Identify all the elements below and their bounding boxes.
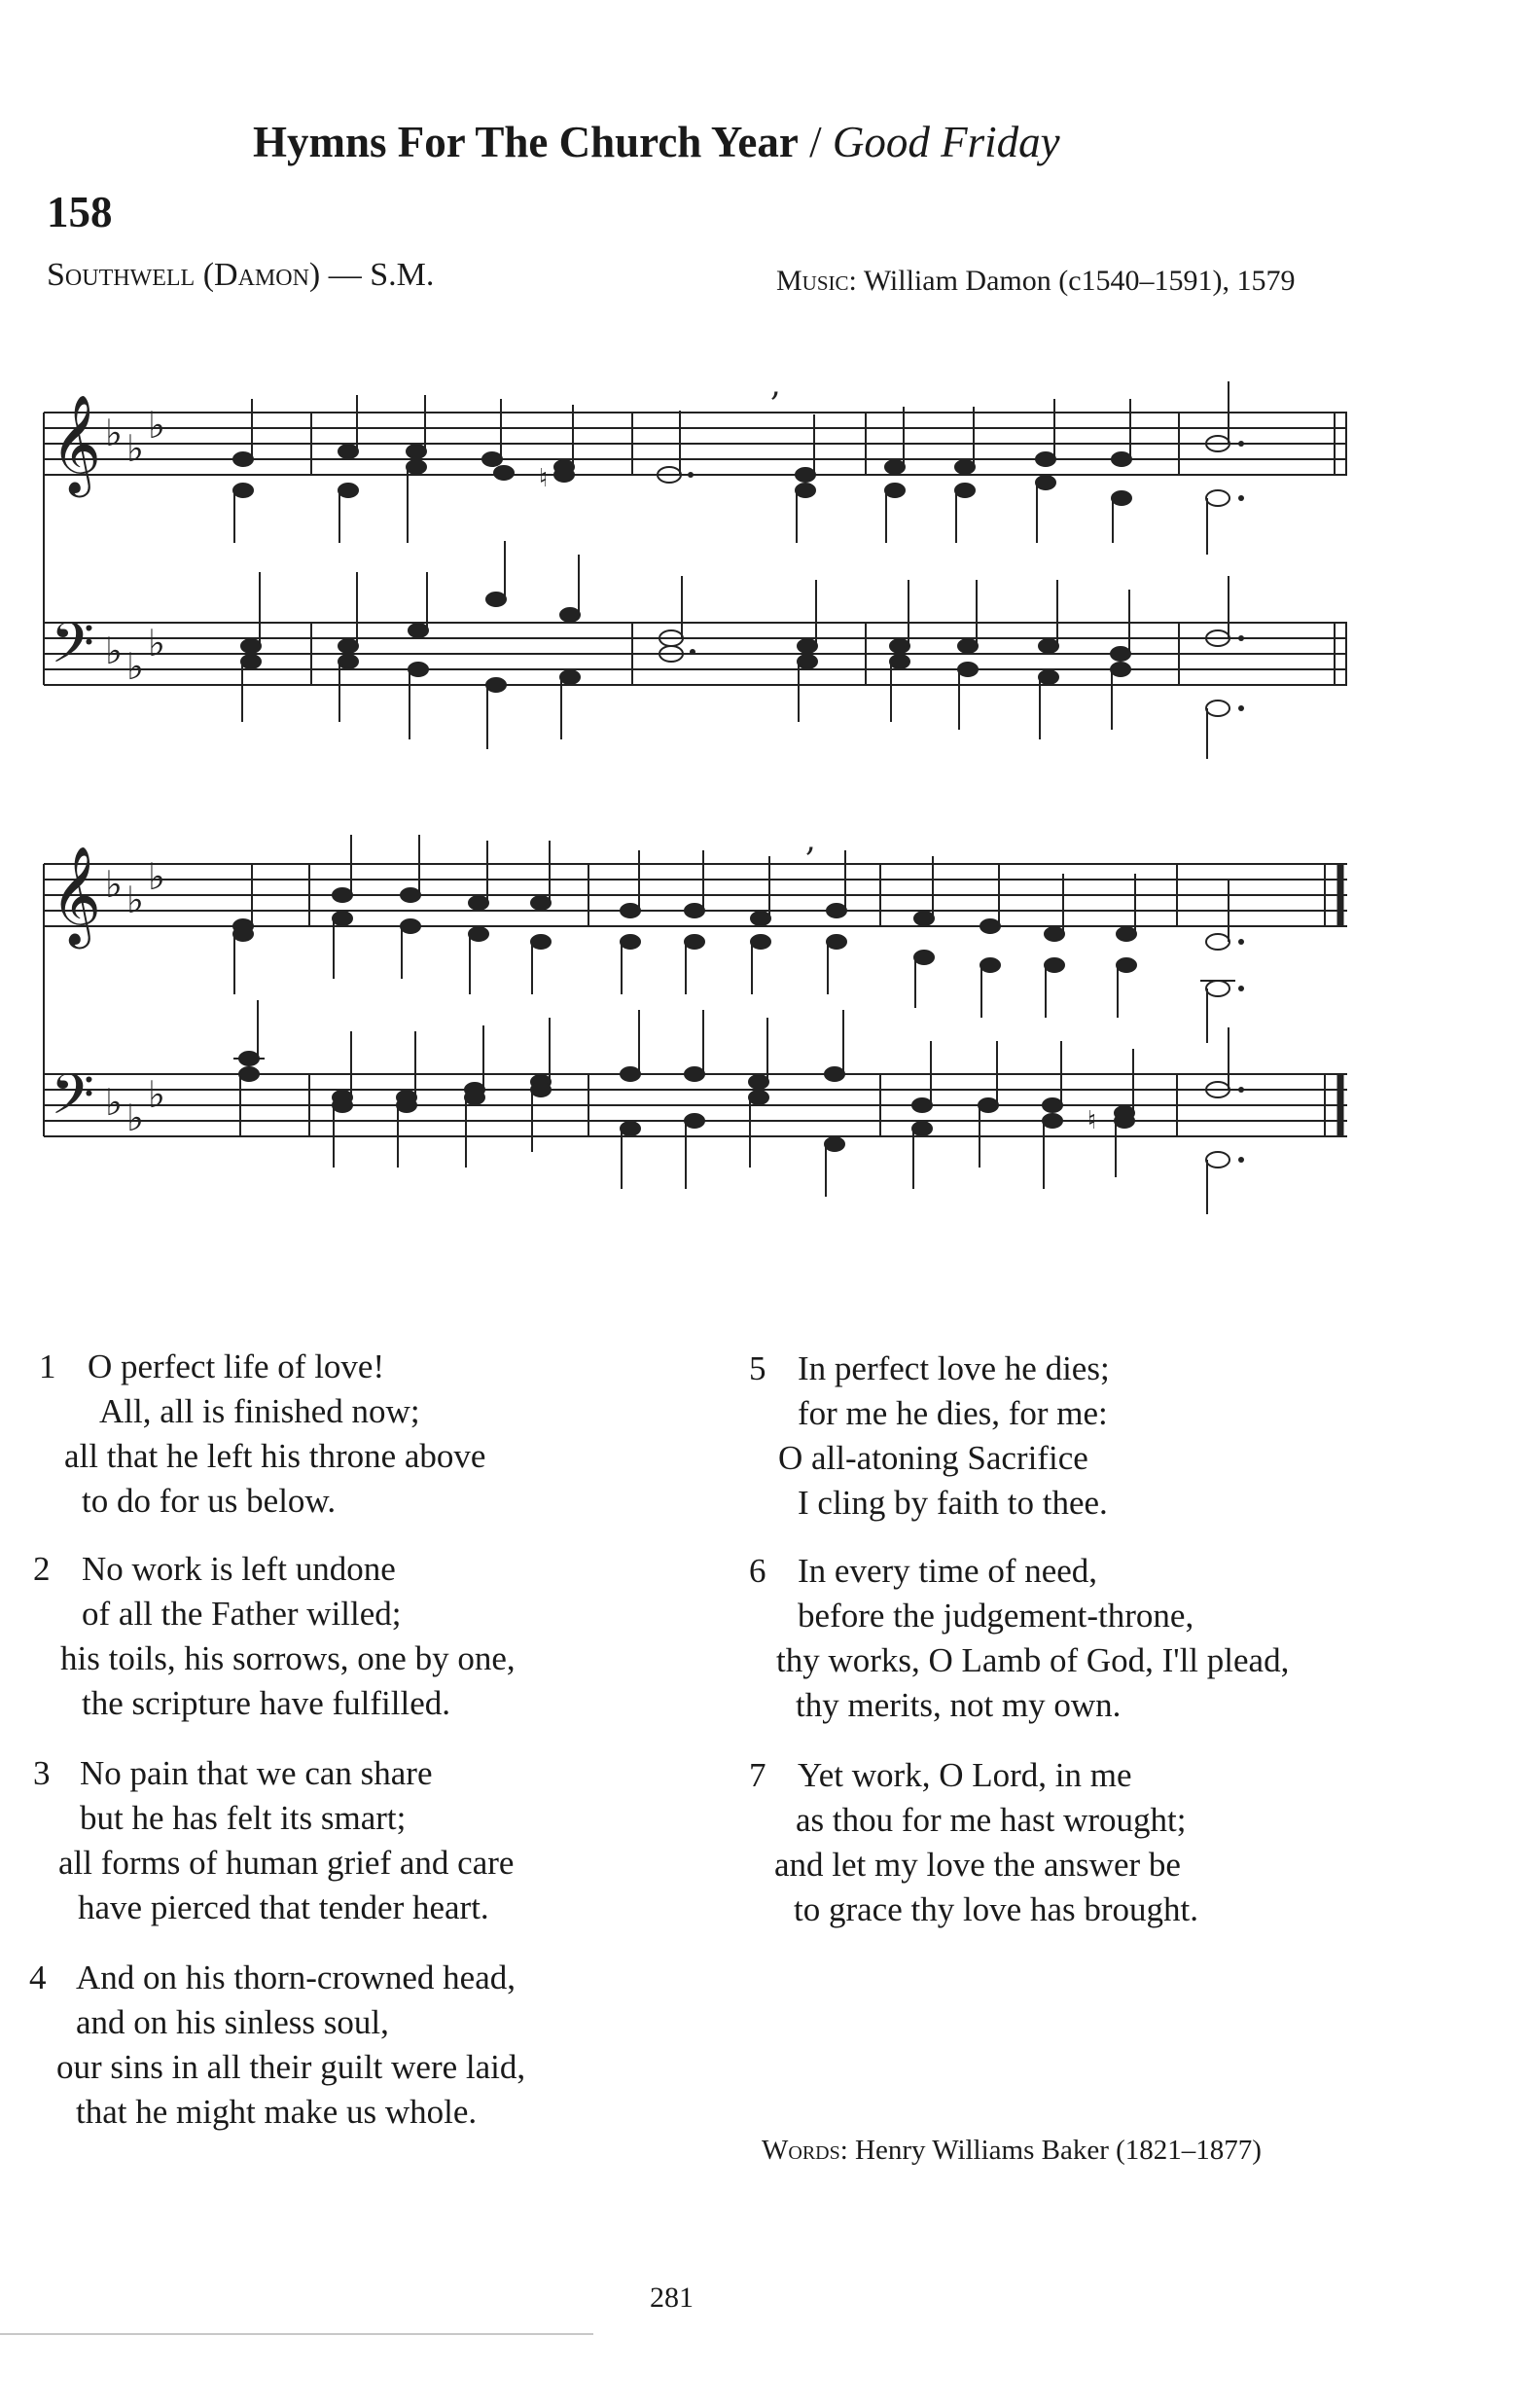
hymn-number: 158 <box>47 188 113 236</box>
stanza-number: 7 <box>749 1756 766 1794</box>
footer-divider <box>0 2333 593 2335</box>
stanza-line: the scripture have fulfilled. <box>82 1684 451 1722</box>
header-separator: / <box>798 118 833 166</box>
stanza-number: 1 <box>39 1348 56 1385</box>
words-label: Words: <box>762 2135 848 2166</box>
stanza-line: Yet work, O Lord, in me <box>798 1756 1132 1794</box>
svg-text:♭: ♭ <box>126 1096 144 1139</box>
stanza-number: 3 <box>33 1754 51 1792</box>
stanza-line: O perfect life of love! <box>88 1348 385 1385</box>
music-score <box>0 360 1532 1236</box>
stanza-line: but he has felt its smart; <box>80 1799 407 1837</box>
stanza-line: for me he dies, for me: <box>798 1394 1108 1432</box>
svg-text:♭: ♭ <box>148 855 165 898</box>
barlines <box>44 413 1346 1136</box>
section-title: Hymns For The Church Year <box>253 118 799 166</box>
svg-text:♭: ♭ <box>126 645 144 688</box>
stanza-number: 6 <box>749 1552 766 1590</box>
stanza-line: our sins in all their guilt were laid, <box>56 2048 526 2086</box>
stanza-line: In every time of need, <box>798 1552 1098 1590</box>
stanza-line: thy merits, not my own. <box>796 1686 1122 1724</box>
stanza-line: O all-atoning Sacrifice <box>778 1439 1088 1477</box>
stanza-line: all that he left his throne above <box>64 1437 486 1475</box>
stanza-line: And on his thorn-crowned head, <box>76 1959 516 1996</box>
stanza <box>749 1753 1372 1938</box>
stanza-line: thy works, O Lamb of God, I'll plead, <box>776 1641 1290 1679</box>
svg-text:♭: ♭ <box>148 404 165 447</box>
svg-text:♭: ♭ <box>105 412 123 454</box>
svg-text:♮: ♮ <box>1087 1106 1097 1135</box>
stanza <box>749 1549 1372 1734</box>
stanza-number: 5 <box>749 1349 766 1387</box>
stanza-line: to grace thy love has brought. <box>794 1890 1199 1928</box>
stanza-line: before the judgement-throne, <box>798 1597 1194 1635</box>
svg-text:𝄢: 𝄢 <box>51 1061 95 1141</box>
page-number: 281 <box>650 2282 694 2314</box>
stanza-line: as thou for me hast wrought; <box>796 1801 1187 1839</box>
stanza-line: and on his sinless soul, <box>76 2003 389 2041</box>
stanza-line: to do for us below. <box>82 1482 337 1520</box>
key-signatures <box>105 404 165 1139</box>
stanza-number: 4 <box>29 1959 47 1996</box>
svg-text:♭: ♭ <box>126 879 144 921</box>
music-credit <box>776 265 1296 298</box>
staff-lines <box>44 413 1347 1136</box>
tune-name: Southwell (Damon) — S.M. <box>47 257 435 293</box>
stanza-line: In perfect love he dies; <box>798 1349 1110 1387</box>
page-header <box>253 117 1060 167</box>
words-credit-text: Henry Williams Baker (1821–1877) <box>847 2135 1262 2166</box>
stanza-line: No pain that we can share <box>80 1754 433 1792</box>
stanza <box>33 1547 636 1732</box>
svg-text:♭: ♭ <box>105 1081 123 1124</box>
stanza <box>33 1751 636 1936</box>
stanza <box>39 1345 642 1529</box>
stanza-line: and let my love the answer be <box>774 1846 1181 1884</box>
stanza-line: have pierced that tender heart. <box>78 1888 489 1926</box>
stanza-line: all forms of human grief and care <box>58 1844 515 1882</box>
stanza-line: his toils, his sorrows, one by one, <box>60 1639 516 1677</box>
stanza-line: that he might make us whole. <box>76 2093 478 2131</box>
svg-text:♭: ♭ <box>105 629 123 672</box>
clefs <box>51 393 101 1141</box>
svg-text:♭: ♭ <box>148 1073 165 1116</box>
stanza <box>29 1956 632 2140</box>
svg-text:𝄞: 𝄞 <box>51 393 102 493</box>
music-label: Music: <box>776 265 857 297</box>
svg-text:,: , <box>805 820 816 859</box>
svg-text:♭: ♭ <box>126 427 144 470</box>
stanza-line: No work is left undone <box>82 1550 396 1588</box>
words-credit <box>762 2135 1262 2167</box>
svg-text:𝄢: 𝄢 <box>51 610 95 690</box>
music-credit-text: William Damon (c1540–1591), 1579 <box>856 265 1296 297</box>
stanza-number: 2 <box>33 1550 51 1588</box>
svg-text:♭: ♭ <box>148 622 165 665</box>
svg-text:♭: ♭ <box>105 863 123 906</box>
svg-text:𝄞: 𝄞 <box>51 845 102 945</box>
stanza-line: I cling by faith to thee. <box>798 1484 1108 1522</box>
stanza-line: All, all is finished now; <box>99 1392 420 1430</box>
svg-text:♮: ♮ <box>539 464 549 493</box>
stanza-line: of all the Father willed; <box>82 1595 402 1633</box>
stanza <box>749 1347 1372 1531</box>
occasion-title: Good Friday <box>832 118 1060 166</box>
svg-text:,: , <box>770 365 781 404</box>
